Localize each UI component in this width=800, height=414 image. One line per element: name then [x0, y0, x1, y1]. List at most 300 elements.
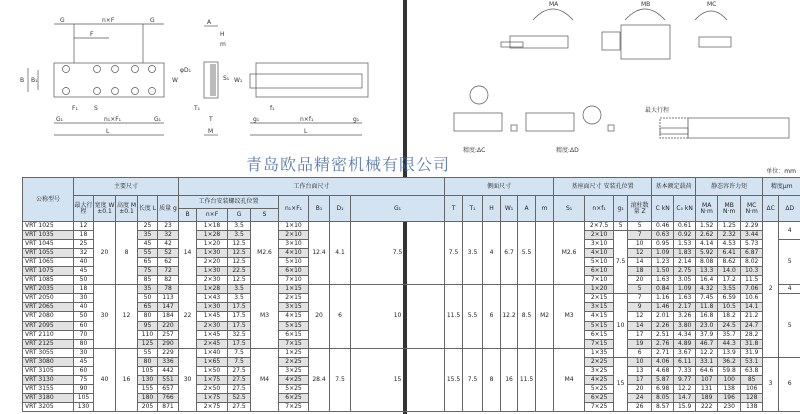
cell-nf1: 5×10 — [585, 258, 614, 267]
header-side: 侧面尺寸 — [445, 178, 554, 196]
cell-ma: 16.8 — [696, 312, 718, 321]
cell-length: 95 — [138, 321, 158, 330]
cell-nf1: 4×10 — [585, 249, 614, 258]
cell-mass: 62 — [158, 258, 179, 267]
cell-g1-base: 15 — [614, 357, 628, 411]
cell-stroke: 18 — [74, 285, 94, 294]
label-m: m — [220, 41, 226, 48]
cell-z: 20 — [628, 276, 652, 285]
cell-length: 155 — [138, 384, 158, 393]
cell-model: VRT 2095 — [23, 321, 74, 330]
cell-d1: 4.1 — [330, 222, 351, 285]
cell-nf1: 1×20 — [585, 285, 614, 294]
label-g1-small: g₁ — [353, 116, 360, 123]
cell-nf: 1×45 — [197, 330, 228, 339]
cell-g: 17.5 — [228, 303, 251, 312]
cell-ma: 46.7 — [696, 339, 718, 348]
cell-c0: 4.34 — [674, 330, 696, 339]
cell-mass: 657 — [158, 384, 179, 393]
hole-mark — [132, 66, 139, 73]
cell-h: 4 — [483, 222, 501, 285]
header-height: 高度 M ±0.1 — [116, 196, 138, 222]
cell-g: 7.5 — [228, 357, 251, 366]
cell-nf: 1×30 — [197, 249, 228, 258]
cell-nf: 1×18 — [197, 222, 228, 231]
cell-stroke: 30 — [74, 294, 94, 303]
cell-length: 130 — [138, 375, 158, 384]
top-view-drawing — [20, 17, 178, 135]
header-w1: W₁ — [501, 196, 518, 222]
hole-mark — [112, 66, 119, 73]
cell-c0: 0.92 — [674, 231, 696, 240]
cell-mc: 5.73 — [741, 240, 763, 249]
cell-z: 5 — [628, 285, 652, 294]
cell-nf1: 2×10 — [585, 231, 614, 240]
cell-model: VRT 3080 — [23, 357, 74, 366]
cell-mc: 63.8 — [741, 366, 763, 375]
cell-z: 7 — [628, 231, 652, 240]
cell-nf: 2×30 — [197, 321, 228, 330]
cell-stroke: 25 — [74, 240, 94, 249]
cell-dd: 4 — [779, 222, 800, 240]
cell-length: 205 — [138, 402, 158, 411]
header-a: A — [518, 196, 536, 222]
cell-c: 1.09 — [652, 249, 674, 258]
header-t1: T₁ — [463, 196, 483, 222]
cell-mc: 21.2 — [741, 312, 763, 321]
label-g: G — [60, 17, 65, 24]
cell-mass: 290 — [158, 339, 179, 348]
cell-stroke: 50 — [74, 312, 94, 321]
cell-ma: 189 — [696, 393, 718, 402]
cell-mb: 17.2 — [718, 276, 741, 285]
cell-ma: 222 — [696, 402, 718, 411]
header-mass: 质量 g — [158, 196, 179, 222]
cell-t1: 3.5 — [463, 222, 483, 285]
cell-mc: 28.2 — [741, 330, 763, 339]
header-t: T — [445, 196, 463, 222]
cell-c: 1.50 — [652, 267, 674, 276]
cell-b1: 12.4 — [309, 222, 330, 285]
cell-ma: 12.2 — [696, 348, 718, 357]
cell-z: 12 — [628, 312, 652, 321]
label-g1-small: g₁ — [253, 116, 260, 123]
cell-dd: 4 — [779, 285, 800, 294]
cell-ma: 5.92 — [696, 249, 718, 258]
cell-ma: 2.62 — [696, 231, 718, 240]
cell-mc: 3.44 — [741, 231, 763, 240]
cell-stroke: 105 — [74, 393, 94, 402]
cell-g: 3.5 — [228, 231, 251, 240]
cell-a: 11.5 — [518, 348, 536, 411]
cell-mb: 6.41 — [718, 249, 741, 258]
label-ma: MA — [549, 1, 559, 8]
cell-z: 14 — [628, 258, 652, 267]
cell-length: 75 — [138, 267, 158, 276]
header-mc: MC N·m — [741, 196, 763, 222]
label-b: B — [20, 77, 25, 84]
cell-w1: 16 — [501, 348, 518, 411]
moment-diagrams — [501, 1, 731, 59]
header-nf1: n×f₁ — [585, 196, 614, 222]
header-n1f1: n₁×F₁ — [279, 196, 309, 222]
cell-g1: 7.5 — [351, 222, 445, 285]
cell-g1: 10 — [351, 285, 445, 348]
cell-ma: 7.45 — [696, 294, 718, 303]
cell-length: 25 — [138, 222, 158, 231]
cell-n1f1: 4×10 — [279, 249, 309, 258]
cell-c: 0.46 — [652, 222, 674, 231]
cell-n1f1: 1×15 — [279, 285, 309, 294]
cell-nf: 2×45 — [197, 339, 228, 348]
cell-g: 17.5 — [228, 312, 251, 321]
cell-nf1: 7×25 — [585, 402, 614, 411]
cell-ma: 13.3 — [696, 267, 718, 276]
hole-mark — [94, 66, 101, 73]
cell-ma: 4.14 — [696, 240, 718, 249]
cell-length: 110 — [138, 330, 158, 339]
hole-mark — [112, 88, 119, 95]
cell-mb: 36.2 — [718, 357, 741, 366]
cell-c0: 4.89 — [674, 339, 696, 348]
cell-model: VRT 1045 — [23, 240, 74, 249]
hole-mark — [94, 88, 101, 95]
cell-length: 35 — [138, 285, 158, 294]
cell-mb: 4.53 — [718, 240, 741, 249]
label-mb: MB — [641, 1, 651, 8]
cell-c0: 3.67 — [674, 348, 696, 357]
cell-stroke: 90 — [74, 384, 94, 393]
cell-model: VRT 3055 — [23, 348, 74, 357]
cell-z: 24 — [628, 393, 652, 402]
cell-length: 45 — [138, 240, 158, 249]
cell-stroke: 75 — [74, 375, 94, 384]
cell-c0: 1.09 — [674, 285, 696, 294]
cell-mb: 1.25 — [718, 222, 741, 231]
cell-nf: 1×75 — [197, 393, 228, 402]
cell-model: VRT 1025 — [23, 222, 74, 231]
cell-z: 7 — [628, 294, 652, 303]
cell-c0: 3.05 — [674, 276, 696, 285]
cell-c: 2.26 — [652, 321, 674, 330]
header-g1-base: g₁ — [614, 196, 628, 222]
cell-mass: 147 — [158, 303, 179, 312]
hole-mark — [149, 66, 156, 73]
cell-g: 17.5 — [228, 339, 251, 348]
cell-model: VRT 3130 — [23, 375, 74, 384]
header-s1: S₁ — [554, 196, 585, 222]
cell-t: 11.5 — [445, 285, 463, 348]
label-w1: W₁ — [234, 77, 243, 84]
cell-mb: 59.8 — [718, 366, 741, 375]
label-s: S — [94, 105, 98, 112]
cell-mb: 24.5 — [718, 321, 741, 330]
header-nf: n×F — [197, 209, 228, 222]
cell-z: 17 — [628, 330, 652, 339]
cell-length: 85 — [138, 276, 158, 285]
header-moment: 静态容许力矩 — [696, 178, 763, 196]
cell-nf1: 4×25 — [585, 375, 614, 384]
label-g: G — [150, 17, 155, 24]
cell-z: 19 — [628, 339, 652, 348]
cell-b1: 20 — [309, 285, 330, 348]
cell-model: VRT 1035 — [23, 231, 74, 240]
cell-b: 14 — [179, 222, 197, 285]
header-mb: MB N·m — [718, 196, 741, 222]
cell-c0: 3.26 — [674, 312, 696, 321]
cell-mass: 336 — [158, 357, 179, 366]
cell-stroke: 18 — [74, 231, 94, 240]
cell-g: 27.5 — [228, 375, 251, 384]
cell-g: 3.5 — [228, 294, 251, 303]
cell-z: 5 — [628, 222, 652, 231]
cell-nf1: 3×25 — [585, 366, 614, 375]
cell-ma: 11.8 — [696, 303, 718, 312]
cell-nf: 1×43 — [197, 294, 228, 303]
bottom-view-drawing — [250, 63, 368, 135]
cell-model: VRT 1055 — [23, 249, 74, 258]
cell-z: 12 — [628, 249, 652, 258]
cell-nf1: 6×15 — [585, 330, 614, 339]
cell-s: M4 — [251, 348, 279, 411]
cell-model: VRT 2110 — [23, 330, 74, 339]
cell-stroke: 32 — [74, 249, 94, 258]
header-mount: 工作台安装螺纹孔位置 — [179, 196, 279, 209]
cell-dc: 2 — [763, 222, 779, 358]
header-width: 宽度 W ±0.1 — [94, 196, 116, 222]
cell-g: 3.5 — [228, 222, 251, 231]
header-b: B — [179, 209, 197, 222]
cell-mc: 85 — [741, 375, 763, 384]
cell-mb: 18.2 — [718, 312, 741, 321]
watermark: 青岛欧品精密机械有限公司 — [246, 155, 451, 174]
cell-mc: 53.1 — [741, 357, 763, 366]
cell-g: 12.5 — [228, 276, 251, 285]
cell-nf: 1×50 — [197, 366, 228, 375]
cell-n1f1: 1×25 — [279, 348, 309, 357]
table-row — [23, 285, 800, 294]
cell-length: 50 — [138, 294, 158, 303]
cell-mass: 551 — [158, 375, 179, 384]
cell-n1f1: 4×15 — [279, 312, 309, 321]
cell-z: 14 — [628, 321, 652, 330]
cell-model: VRT 1075 — [23, 267, 74, 276]
cell-mc: 106 — [741, 384, 763, 393]
label-h: H — [220, 31, 225, 38]
cell-c0: 14.7 — [674, 393, 696, 402]
cell-stroke: 30 — [74, 348, 94, 357]
cell-model: VRT 2125 — [23, 339, 74, 348]
cell-nf1: 6×25 — [585, 393, 614, 402]
cell-c: 2.51 — [652, 330, 674, 339]
header-b1: B₁ — [309, 196, 330, 222]
side-view-drawing — [180, 19, 243, 135]
cell-nf: 1×75 — [197, 375, 228, 384]
cell-s1: M3 — [554, 285, 585, 348]
cell-b: 30 — [179, 348, 197, 411]
cell-mb: 44.3 — [718, 339, 741, 348]
label-f1: F₁ — [72, 105, 78, 112]
cell-ma: 23.0 — [696, 321, 718, 330]
cell-n1f1: 7×25 — [279, 402, 309, 411]
cell-c0: 6.11 — [674, 357, 696, 366]
header-dc: ΔC — [763, 196, 779, 222]
cell-c0: 12.2 — [674, 384, 696, 393]
cell-c0: 1.83 — [674, 249, 696, 258]
cell-c: 0.84 — [652, 285, 674, 294]
cell-mb: 10.5 — [718, 303, 741, 312]
cell-c0: 9.77 — [674, 375, 696, 384]
cell-c: 2.01 — [652, 312, 674, 321]
unit-label: 单位：mm — [766, 168, 796, 175]
label-n1f1: n₁×F₁ — [104, 116, 122, 123]
cell-n1f1: 3×25 — [279, 366, 309, 375]
cell-nf1: 6×10 — [585, 267, 614, 276]
cell-length: 80 — [138, 357, 158, 366]
cell-mc: 11.5 — [741, 276, 763, 285]
cell-nf1: 2×25 — [585, 357, 614, 366]
cell-stroke: 40 — [74, 303, 94, 312]
cell-t1: 5.5 — [463, 285, 483, 348]
header-model: 公称型号 — [23, 178, 74, 222]
cell-g: 27.5 — [228, 366, 251, 375]
cell-length: 125 — [138, 339, 158, 348]
header-s: S — [251, 209, 279, 222]
cell-mb: 6.59 — [718, 294, 741, 303]
cell-n1f1: 6×25 — [279, 393, 309, 402]
cell-mass: 442 — [158, 366, 179, 375]
cell-mb: 196 — [718, 393, 741, 402]
cell-model: VRT 2050 — [23, 294, 74, 303]
cell-width: 20 — [94, 222, 116, 285]
cell-stroke: 45 — [74, 267, 94, 276]
cell-mc: 24.7 — [741, 321, 763, 330]
cell-z: 26 — [628, 402, 652, 411]
header-h: H — [483, 196, 501, 222]
cell-m — [536, 348, 554, 411]
cell-stroke: 12 — [74, 222, 94, 231]
cell-z: 10 — [628, 357, 652, 366]
cell-m — [536, 222, 554, 285]
cell-c: 4.68 — [652, 366, 674, 375]
cell-mc: 128 — [741, 393, 763, 402]
cell-mass: 113 — [158, 294, 179, 303]
cell-s1: M2.6 — [554, 222, 585, 285]
header-g1: G₁ — [351, 196, 445, 222]
label-max-stroke: 最大行程 — [645, 107, 670, 114]
table-row — [23, 348, 800, 357]
cell-d1: 6 — [330, 285, 351, 348]
cell-n1f1: 2×15 — [279, 294, 309, 303]
cell-stroke: 70 — [74, 330, 94, 339]
cell-n1f1: 5×25 — [279, 384, 309, 393]
cell-mc: 10.6 — [741, 294, 763, 303]
cell-g: 22.5 — [228, 267, 251, 276]
cell-mc: 31.8 — [741, 339, 763, 348]
cell-s1: M4 — [554, 348, 585, 411]
cell-g1: 15 — [351, 348, 445, 411]
cell-nf1: 3×15 — [585, 303, 614, 312]
cell-length: 65 — [138, 303, 158, 312]
header-dd: ΔD — [779, 196, 800, 222]
cell-mass: 229 — [158, 348, 179, 357]
cell-dc: 3 — [763, 357, 779, 411]
cell-c: 1.46 — [652, 303, 674, 312]
cell-model: VRT 1065 — [23, 258, 74, 267]
cell-mb: 2.32 — [718, 231, 741, 240]
cell-dd: 6 — [779, 357, 800, 411]
cell-length: 80 — [138, 312, 158, 321]
cell-stroke: 45 — [74, 357, 94, 366]
accuracy-diagrams — [454, 86, 789, 154]
cell-mass: 42 — [158, 240, 179, 249]
cell-nf1: 5×25 — [585, 384, 614, 393]
cell-t: 15.5 — [445, 348, 463, 411]
cell-mb: 138 — [718, 384, 741, 393]
cell-model: VRT 3155 — [23, 384, 74, 393]
cell-mc: 6.87 — [741, 249, 763, 258]
cell-b: 22 — [179, 285, 197, 348]
cell-mass: 78 — [158, 285, 179, 294]
header-m: m — [536, 196, 554, 222]
cell-mb: 14.0 — [718, 267, 741, 276]
label-nf: n×F — [102, 17, 115, 24]
cell-mass: 184 — [158, 312, 179, 321]
hole-mark — [63, 66, 70, 73]
cell-g: 12.5 — [228, 258, 251, 267]
cell-ma: 107 — [696, 375, 718, 384]
cell-ma: 1.52 — [696, 222, 718, 231]
cell-g: 3.5 — [228, 285, 251, 294]
table-row — [23, 222, 800, 231]
cell-n1f1: 5×10 — [279, 258, 309, 267]
label-accuracy-d: 精度:ΔD — [556, 147, 579, 154]
label-mc: MC — [707, 1, 717, 8]
cell-g: 17.5 — [228, 321, 251, 330]
cell-z: 18 — [628, 267, 652, 276]
label-f1-small: f₁ — [270, 105, 275, 112]
label-a: A — [207, 19, 212, 26]
cell-n1f1: 7×10 — [279, 276, 309, 285]
cell-z: 6 — [628, 348, 652, 357]
cell-g: 12.5 — [228, 249, 251, 258]
cell-c: 6.98 — [652, 384, 674, 393]
cell-dd: 5 — [779, 240, 800, 285]
cell-g: 27.5 — [228, 384, 251, 393]
cell-ma: 33.1 — [696, 357, 718, 366]
cell-mc: 7.06 — [741, 285, 763, 294]
cell-mb: 13.9 — [718, 348, 741, 357]
cell-g1-base: 10 — [614, 294, 628, 357]
cell-c: 1.16 — [652, 294, 674, 303]
cell-mb: 230 — [718, 402, 741, 411]
cell-z: 13 — [628, 366, 652, 375]
cell-nf: 2×30 — [197, 276, 228, 285]
spec-table — [22, 177, 800, 412]
header-c: C kN — [652, 196, 674, 222]
cell-stroke: 60 — [74, 321, 94, 330]
cell-mc: 8.02 — [741, 258, 763, 267]
cell-ma: 8.08 — [696, 258, 718, 267]
cell-dd: 5 — [779, 294, 800, 357]
cell-nf: 1×28 — [197, 285, 228, 294]
cell-nf1: 2×15 — [585, 294, 614, 303]
cell-a: 5.5 — [518, 222, 536, 285]
cell-nf: 2×75 — [197, 402, 228, 411]
cell-nf1: 7×10 — [585, 276, 614, 285]
cell-t: 7.5 — [445, 222, 463, 285]
cell-mc: 2.29 — [741, 222, 763, 231]
